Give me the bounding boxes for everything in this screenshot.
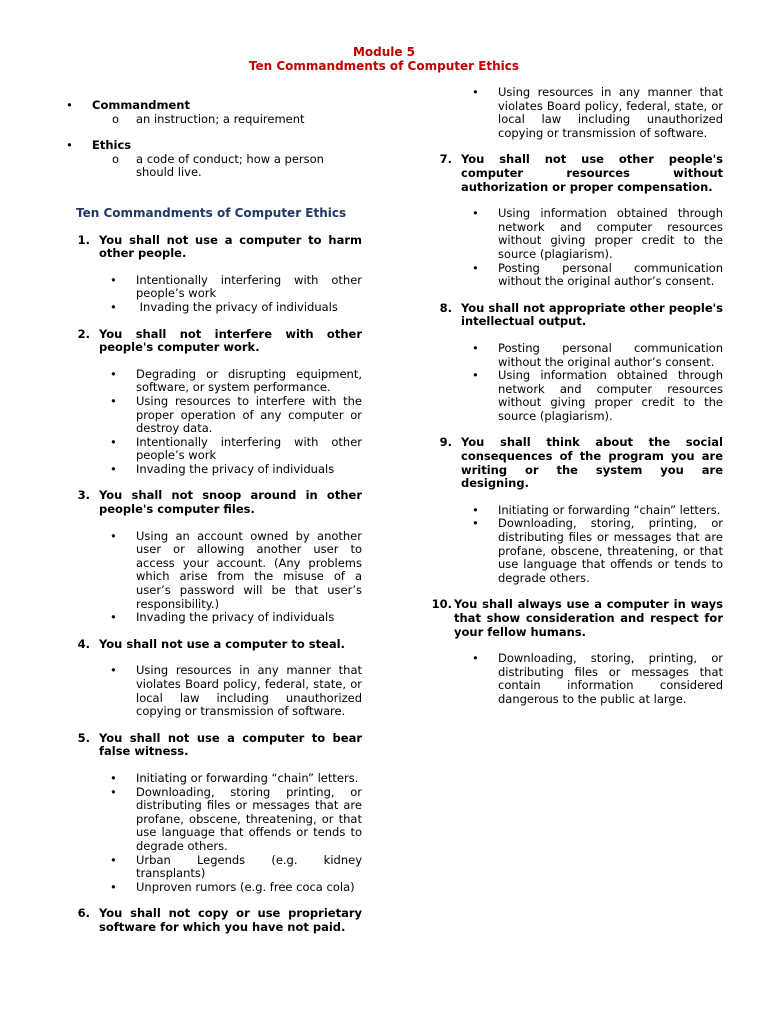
list-item-text: Unproven rumors (e.g. free coca cola) <box>136 879 355 894</box>
bullet-icon: • <box>110 393 117 408</box>
commandment-number: 3. <box>77 488 90 503</box>
list-item-text: Initiating or forwarding “chain” letters. <box>498 502 721 517</box>
list-item-text: Using resources in any manner that violates Board policy, federal, state, or local law including unauthorized copying or transmission of software. <box>498 85 723 140</box>
module-label: Module 5 <box>352 45 416 59</box>
bullet-icon: • <box>110 610 117 625</box>
list-item <box>64 611 362 625</box>
bullet-icon: • <box>66 98 73 112</box>
list-item <box>426 262 723 289</box>
bullet-icon: • <box>110 784 117 799</box>
commandment-item <box>64 234 362 315</box>
definition-meaning: an instruction; a requirement <box>136 111 305 126</box>
list-item-text: Degrading or disrupting equipment, software, or system performance. <box>136 366 362 395</box>
list-item <box>64 301 362 315</box>
commandment-text: You shall think about the social consequences of the program you are writing or the system you are designing. <box>461 435 723 491</box>
list-item <box>426 207 723 261</box>
list-item-text: Using resources to interfere with the proper operation of any computer or destroy data. <box>136 393 362 436</box>
list-item-text: Intentionally interfering with other people’s work <box>136 434 362 463</box>
commandment-number: 8. <box>439 300 452 315</box>
bullet-icon: • <box>110 663 117 678</box>
bullet-icon: • <box>472 260 479 275</box>
bullet-icon: • <box>110 434 117 449</box>
list-item-text: Invading the privacy of individuals <box>136 610 335 625</box>
list-item <box>64 274 362 301</box>
definition-term: Commandment <box>92 98 190 112</box>
definition-item <box>64 99 362 126</box>
list-item-text: Intentionally interfering with other people’s work <box>136 272 362 301</box>
commandment-text: You shall not snoop around in other people's computer files. <box>99 488 362 517</box>
commandment-item <box>426 598 723 706</box>
list-item <box>426 342 723 369</box>
commandment-number: 7. <box>439 152 452 167</box>
list-item-text: Urban Legends (e.g. kidney transplants) <box>136 852 362 881</box>
commandment-item <box>64 638 362 719</box>
left-column <box>64 99 362 948</box>
bullet-icon: • <box>110 770 117 785</box>
commandment-text: You shall not use a computer to steal. <box>99 636 345 651</box>
list-item-text: Initiating or forwarding “chain” letters. <box>136 770 359 785</box>
list-item-text: Downloading, storing printing, or distributing files or messages that are profane, obscene, threatening, or that use language that offends or tends to degrade others. <box>136 784 362 853</box>
list-item <box>426 504 723 518</box>
list-item <box>64 395 362 436</box>
commandment-text: You shall not appropriate other people's intellectual output. <box>461 300 723 329</box>
bullet-icon: • <box>110 528 117 543</box>
list-item <box>426 86 723 140</box>
list-item <box>64 786 362 854</box>
list-item <box>426 652 723 706</box>
commandment-text: You shall not use a computer to harm other people. <box>99 232 362 261</box>
list-item <box>64 881 362 895</box>
definition-term: Ethics <box>92 138 132 153</box>
list-item-text: Downloading, storing, printing, or distributing files or messages that contain information considered dangerous to the public at large. <box>498 651 723 706</box>
commandment-item <box>64 489 362 624</box>
list-item-text: Using an account owned by another user or allowing another user to access your account. (Any problems which arise from the misuse of a user’s password will be that user’s responsibility.) <box>136 528 362 611</box>
list-item-text: Using information obtained through network and computer resources without giving proper credit to the source (plagiarism). <box>498 206 723 261</box>
bullet-icon: • <box>110 366 117 381</box>
bullet-icon: • <box>472 651 479 666</box>
commandment-item <box>64 907 362 934</box>
bullet-icon: • <box>472 368 479 383</box>
commandment-text: You shall not interfere with other people's computer work. <box>99 326 362 355</box>
list-item <box>426 369 723 423</box>
bullet-icon: • <box>110 299 117 314</box>
commandment-item <box>64 328 362 477</box>
commandment-number: 1. <box>77 232 90 247</box>
document-title: Ten Commandments of Computer Ethics <box>248 59 520 73</box>
bullet-icon: • <box>110 461 117 476</box>
commandment-number: 10. <box>431 597 452 612</box>
list-item <box>64 530 362 612</box>
list-item <box>64 772 362 786</box>
list-item-text: Downloading, storing, printing, or distributing files or messages that are profane, obscene, threatening, or that use language that offends or tends to degrade others. <box>498 516 723 585</box>
commandment-number: 5. <box>77 730 90 745</box>
bullet-icon: • <box>472 340 479 355</box>
commandment-number: 9. <box>439 435 452 450</box>
commandment-number: 4. <box>77 636 90 651</box>
sub-bullet-icon: o <box>112 111 120 126</box>
bullet-icon: • <box>472 502 479 517</box>
sub-bullet-icon: o <box>112 151 120 166</box>
document-header <box>0 45 768 73</box>
commandment-text: You shall not copy or use proprietary software for which you have not paid. <box>99 906 362 934</box>
commandment-text: You shall not use a computer to bear false witness. <box>99 730 362 759</box>
list-item-text: Using resources in any manner that violates Board policy, federal, state, or local law including unauthorized copying or transmission of software. <box>136 663 362 719</box>
list-item <box>64 664 362 718</box>
commandment-item <box>426 153 723 288</box>
commandment-number: 6. <box>77 906 90 921</box>
bullet-icon: • <box>110 852 117 867</box>
commandment-text: You shall always use a computer in ways that show consideration and respect for your fellow humans. <box>454 597 723 639</box>
list-item <box>426 517 723 585</box>
commandment-text: You shall not use other people's computer resources without authorization or proper compensation. <box>461 152 723 194</box>
list-item-text: Posting personal communication without the original author’s consent. <box>498 340 723 369</box>
list-item-text: Invading the privacy of individuals <box>136 461 335 476</box>
bullet-icon: • <box>472 206 479 221</box>
definition-meaning: a code of conduct; how a person should live. <box>136 151 324 180</box>
commandment-continuation <box>426 86 723 140</box>
bullet-icon: • <box>66 138 73 153</box>
bullet-icon: • <box>110 879 117 894</box>
bullet-icon: • <box>472 85 479 99</box>
commandment-number: 2. <box>77 326 90 341</box>
list-item-text: Invading the privacy of individuals <box>136 299 338 314</box>
commandment-item <box>426 436 723 585</box>
list-item <box>64 368 362 395</box>
list-item-text: Using information obtained through network and computer resources without giving proper credit to the source (plagiarism). <box>498 368 723 423</box>
commandment-item <box>426 302 723 424</box>
definition-item <box>64 139 362 180</box>
bullet-icon: • <box>110 272 117 287</box>
section-heading: Ten Commandments of Computer Ethics <box>76 205 347 220</box>
list-item <box>64 854 362 881</box>
list-item <box>64 463 362 477</box>
list-item <box>64 436 362 463</box>
commandment-item <box>64 732 362 895</box>
bullet-icon: • <box>472 516 479 531</box>
right-column <box>426 86 723 720</box>
list-item-text: Posting personal communication without the original author’s consent. <box>498 260 723 289</box>
